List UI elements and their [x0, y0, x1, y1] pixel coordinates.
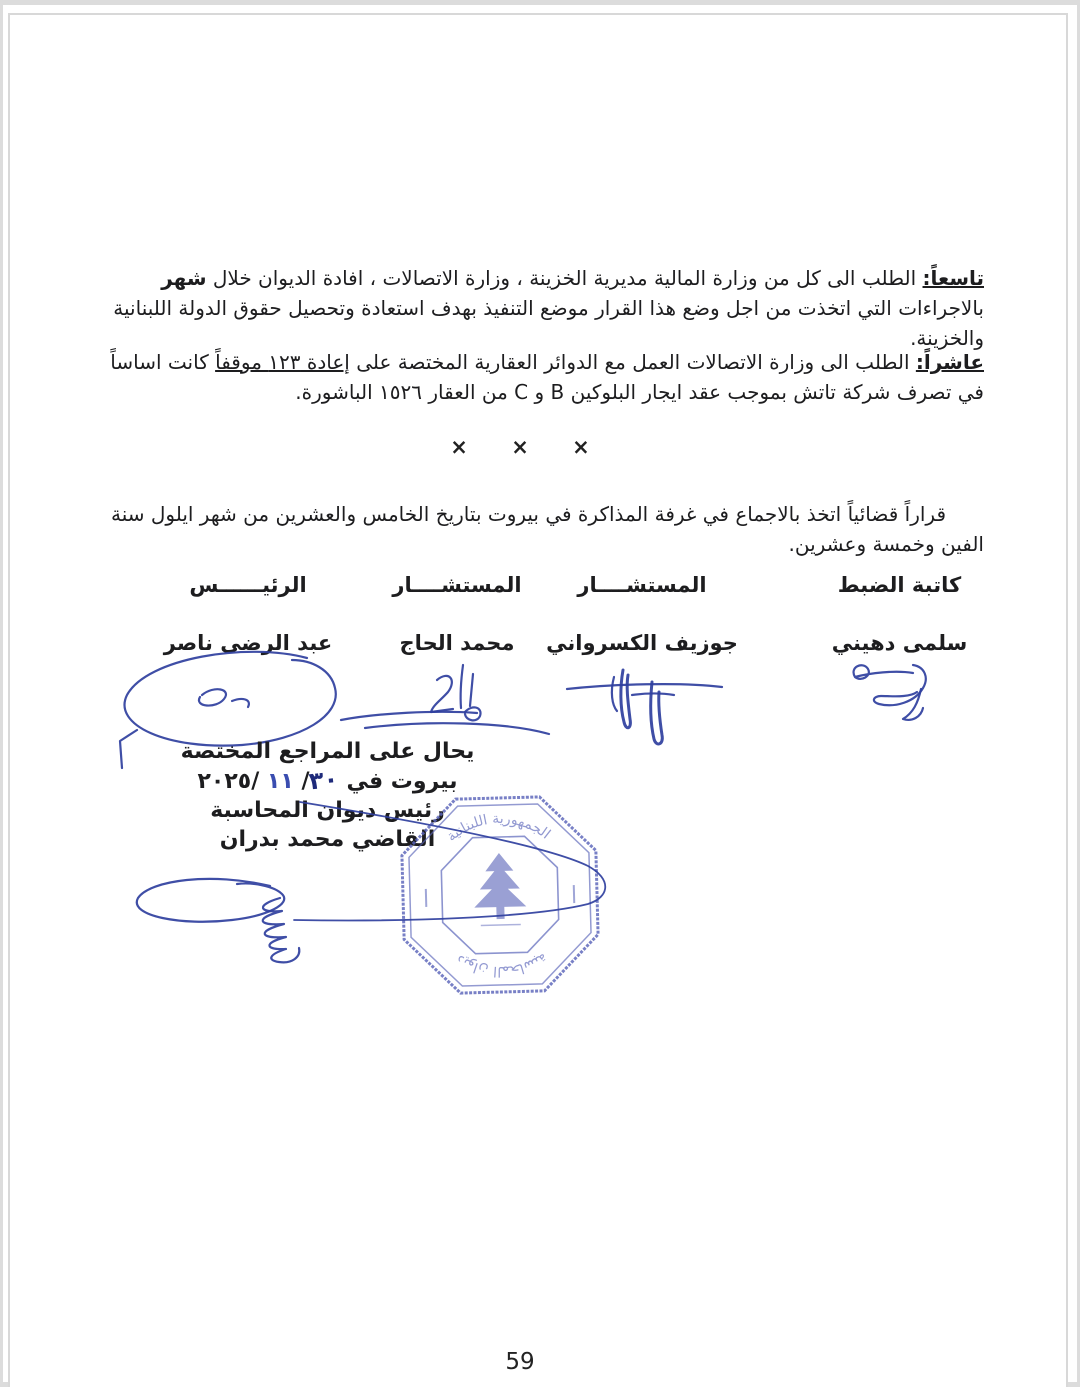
name-joseph-kesrwani: جوزيف الكسرواني: [546, 631, 738, 655]
clause-tenth-text-a: الطلب الى وزارة الاتصالات العمل مع الدوائر العقارية المختصة على: [349, 350, 916, 374]
referral-year: ٢٠٢٥: [197, 769, 252, 794]
section-separator-marks: × × ×: [450, 435, 590, 459]
chief-title: رئيس ديوان المحاسبة: [210, 798, 445, 823]
scan-edge-top: [0, 0, 1080, 5]
clause-ninth-paragraph: [92, 263, 984, 353]
name-salma-dhaini: سلمى دهيني: [831, 631, 968, 655]
handwritten-month: ١١: [266, 769, 294, 794]
clause-ninth-text-b: بالاجراءات التي اتخذت من اجل وضع هذا القرار موضع التنفيذ بهدف استعادة وتحصيل حقوق الدولة اللبنانية والخزينة.: [113, 296, 984, 350]
signature-president-diwan-badran: [102, 770, 722, 970]
signature-joseph-kesrwani: [562, 647, 727, 752]
document-page: [8, 13, 1068, 1387]
name-abdul-rida-nasser: عبد الرضى ناصر: [163, 631, 333, 655]
name-mohamad-hajj: محمد الحاج: [399, 631, 515, 655]
role-counselor-hajj: المستشــــار: [392, 573, 522, 597]
scan-edge-left: [0, 0, 3, 1387]
handwritten-day: ٣٠: [308, 764, 341, 796]
clause-ninth-text-a: الطلب الى كل من وزارة المالية مديرية الخزينة ، وزارة الاتصالات ، افادة الديوان خلال: [206, 266, 923, 290]
referral-line: يحال على المراجع المختصة: [180, 739, 475, 764]
chief-name: القاضي محمد بدران: [219, 827, 436, 852]
signature-mohamad-hajj: [337, 650, 557, 745]
page-number: 59: [505, 1349, 535, 1375]
stamp-bottom-text: ديوان المحاسبة: [453, 949, 551, 980]
clause-ninth-label: تاسعاً:: [922, 266, 984, 290]
role-counselor-kesrwani: المستشــــار: [577, 573, 707, 597]
clause-tenth-text-b: كانت اساساً في تصرف شركة تاتش بموجب عقد ايجار البلوكين B و C من العقار ١٥٢٦ الباشورة.: [110, 350, 984, 404]
decision-paragraph: قراراً قضائياً اتخذ بالاجماع في غرفة المذاكرة في بيروت بتاريخ الخامس والعشرين من شهر ايلول سنة الفين وخمسة وعشرين.: [110, 502, 984, 556]
clause-ninth-bold-word: شهر: [161, 266, 207, 290]
referral-city: بيروت في: [338, 769, 458, 794]
date-separator-2: /: [251, 769, 267, 794]
clause-tenth-paragraph: [92, 347, 984, 407]
role-clerk: كاتبة الضبط: [837, 573, 962, 597]
clause-tenth-underlined-text: إعادة ١٢٣ موقفاً: [215, 350, 350, 374]
clause-tenth-label: عاشراً:: [915, 350, 984, 374]
signature-salma-dhaini: [842, 657, 942, 737]
stamp-top-text: الجمهورية اللبنانية: [443, 810, 554, 845]
role-president: الرئيــــــس: [189, 573, 307, 597]
date-separator-1: /: [293, 769, 310, 794]
